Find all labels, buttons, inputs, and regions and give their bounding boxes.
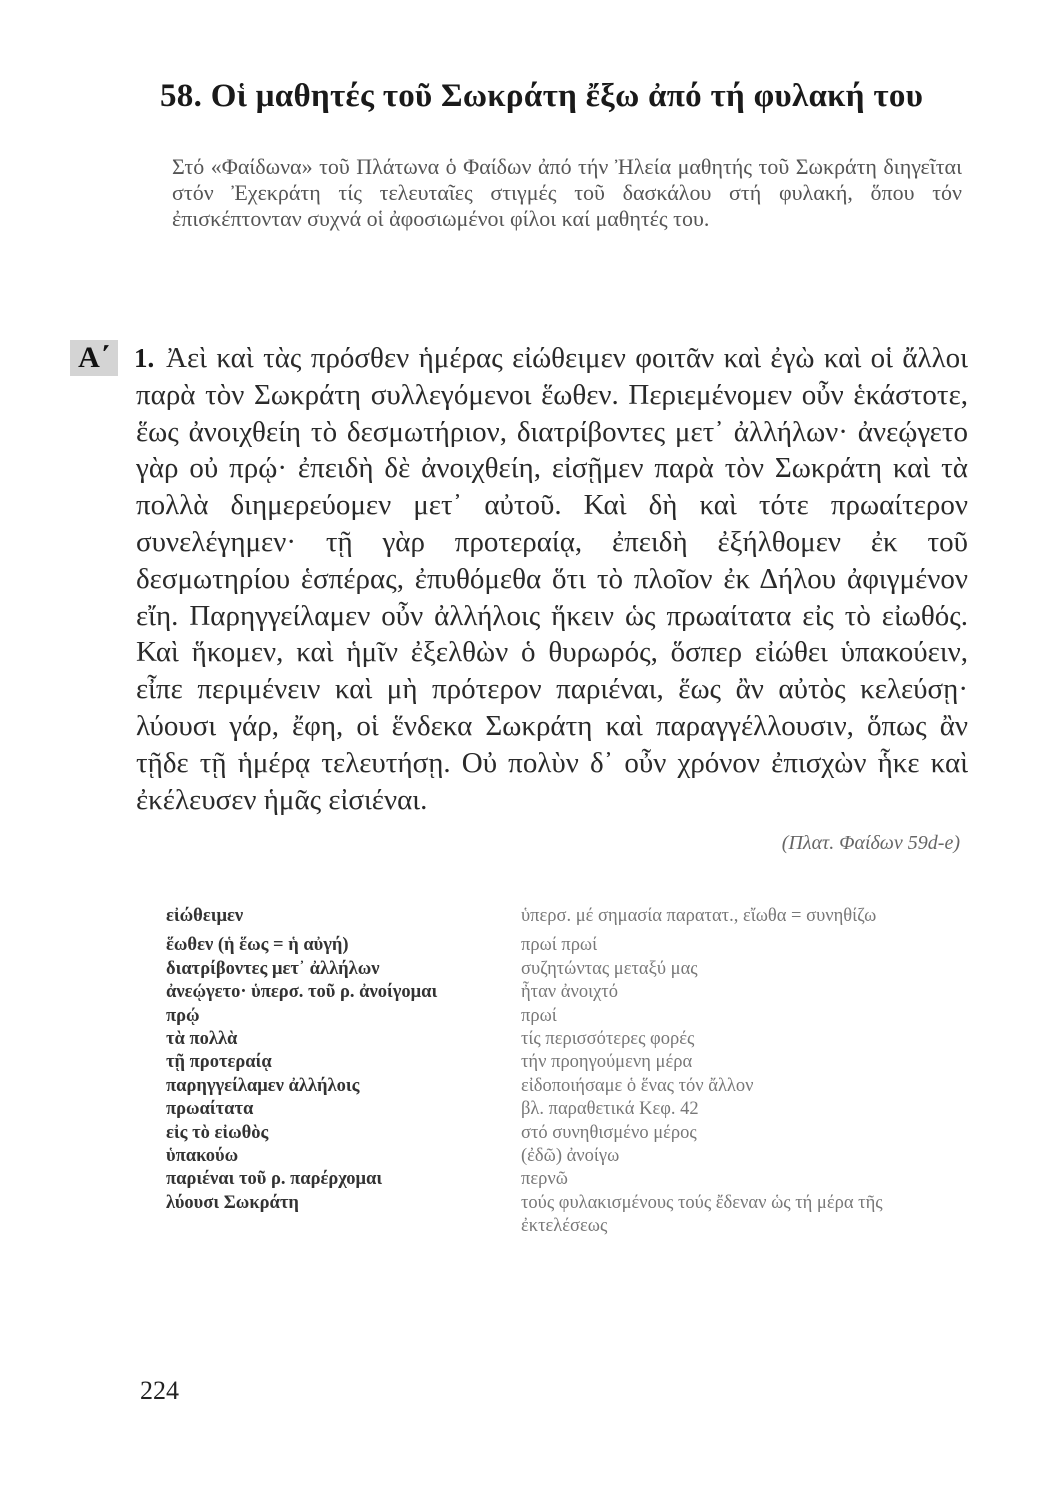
ancient-text-passage: Ἀεὶ καὶ τὰς πρόσθεν ἡμέρας εἰώθειμεν φοιτᾶν καὶ ἐγὼ καὶ οἱ ἄλλοι παρὰ τὸν Σωκράτη συλλεγόμενοι ἕωθεν. Περιεμένομεν οὖν ἑκάστοτε, ἕως ἀνοιχθείη τὸ δεσμωτήριον, διατρίβοντες μετ᾽ ἀλλήλων· ἀνεῴγετο γὰρ οὐ πρῴ· ἐπειδὴ δὲ ἀνοιχθείη, εἰσῇμεν παρὰ τὸν Σωκράτη καὶ τὰ πολλὰ διημερεύομεν μετ᾽ αὐτοῦ. Καὶ δὴ καὶ τότε πρωαίτερον συνελέγημεν· τῇ γὰρ προτεραίᾳ, ἐπειδὴ ἐξήλθομεν ἐκ τοῦ δεσμωτηρίου ἑσπέρας, ἐπυθόμεθα ὅτι τὸ πλοῖον ἐκ Δήλου ἀφιγμένον εἴη. Παρηγγείλαμεν οὖν ἀλλήλοις ἥκειν ὡς πρωαίτατα εἰς τὸ εἰωθός. Καὶ ἥκομεν, καὶ ἡμῖν ἐξελθὼν ὁ θυρωρός, ὅσπερ εἰώθει ὑπακούειν, εἶπε περιμένειν καὶ μὴ πρότερον παριέναι, ἕως ἂν αὐτὸς κελεύσῃ· λύουσι γάρ, ἔφη, οἱ ἕνδεκα Σωκράτη καὶ παραγγέλλουσιν, ὅπως ἂν τῇδε τῇ ἡμέρᾳ τελευτήσῃ. Οὐ πολὺν δ᾽ οὖν χρόνον ἐπισχὼν ἧκε καὶ ἐκέλευσεν ἡμᾶς εἰσιέναι. <box>136 342 968 816</box>
page-number: 224 <box>140 1376 179 1405</box>
glossary-definition: ὑπερσ. μέ σημασία παρατατ., εἴωθα = συνηθίζω <box>521 906 877 926</box>
glossary-row <box>166 928 966 957</box>
glossary-term: παρηγγείλαμεν ἀλλήλοις <box>166 1075 360 1096</box>
glossary-definition: βλ. παραθετικά Κεφ. 42 <box>521 1099 699 1120</box>
glossary-term: εἰς τὸ εἰωθὸς <box>166 1122 269 1143</box>
section-marker: Α΄ <box>70 340 118 376</box>
glossary-term: τὰ πολλὰ <box>166 1029 238 1050</box>
glossary-term: ἕωθεν (ἡ ἕως = ἡ αὐγή) <box>166 935 349 956</box>
glossary-row <box>166 1145 966 1168</box>
chapter-title: 58. Οἱ μαθητές τοῦ Σωκράτη ἔξω ἀπό τή φυλακή του <box>160 78 924 114</box>
glossary-row <box>166 1028 966 1051</box>
glossary-term: πρῴ <box>166 1005 200 1026</box>
glossary-term: λύουσι Σωκράτη <box>166 1192 299 1213</box>
source-citation: (Πλατ. Φαίδων 59d-e) <box>781 832 960 854</box>
glossary-definition: πρωί <box>521 1005 557 1026</box>
glossary-definition: πρωί πρωί <box>521 935 598 956</box>
glossary-row <box>166 1075 966 1098</box>
glossary-term: ἀνεῴγετο· ὑπερσ. τοῦ ρ. ἀνοίγομαι <box>166 982 438 1003</box>
paragraph-number: 1. <box>134 343 155 373</box>
glossary-row <box>166 1051 966 1074</box>
glossary-definition: περνῶ <box>521 1169 568 1190</box>
glossary-term: εἰώθειμεν <box>166 906 244 926</box>
glossary-definition: στό συνηθισμένο μέρος <box>521 1122 697 1143</box>
glossary-row <box>166 1098 966 1121</box>
glossary-term: διατρίβοντες μετ᾽ ἀλλήλων <box>166 958 380 979</box>
glossary-definition: συζητώντας μεταξύ μας <box>521 958 698 979</box>
glossary-row <box>166 958 966 981</box>
glossary-term: τῇ προτεραίᾳ <box>166 1052 272 1073</box>
glossary-term: πρωαίτατα <box>166 1099 254 1120</box>
glossary-definition: (ἐδῶ) ἀνοίγω <box>521 1146 620 1167</box>
glossary-row <box>166 905 966 928</box>
glossary-definition: τήν προηγούμενη μέρα <box>521 1052 693 1073</box>
glossary-table <box>166 905 966 1239</box>
glossary-row <box>166 1122 966 1145</box>
chapter-intro: Στό «Φαίδωνα» τοῦ Πλάτωνα ὁ Φαίδων ἀπό τήν Ἠλεία μαθητής τοῦ Σωκράτη διηγεῖται στόν Ἐχεκράτη τίς τελευταῖες στιγμές τοῦ δασκάλου στή φυλακή, ὅπου τόν ἐπισκέπτονταν συχνά οἱ ἀφοσιωμένοι φίλοι καί μαθητές του. <box>172 154 962 231</box>
glossary-row <box>166 1005 966 1028</box>
glossary-term: ὑπακούω <box>166 1146 239 1167</box>
glossary-definition: ἦταν ἀνοιχτό <box>521 982 618 1003</box>
glossary-row <box>166 1192 966 1239</box>
glossary-term: παριέναι τοῦ ρ. παρέρχομαι <box>166 1169 383 1190</box>
glossary-row <box>166 1168 966 1191</box>
glossary-definition: τίς περισσότερες φορές <box>521 1029 695 1050</box>
glossary-row <box>166 981 966 1004</box>
glossary-definition: τούς φυλακισμένους τούς ἔδεναν ὡς τή μέρα τῆς ἐκτελέσεως <box>521 1192 883 1237</box>
glossary-definition: εἰδοποιήσαμε ὁ ἕνας τόν ἄλλον <box>521 1075 754 1096</box>
